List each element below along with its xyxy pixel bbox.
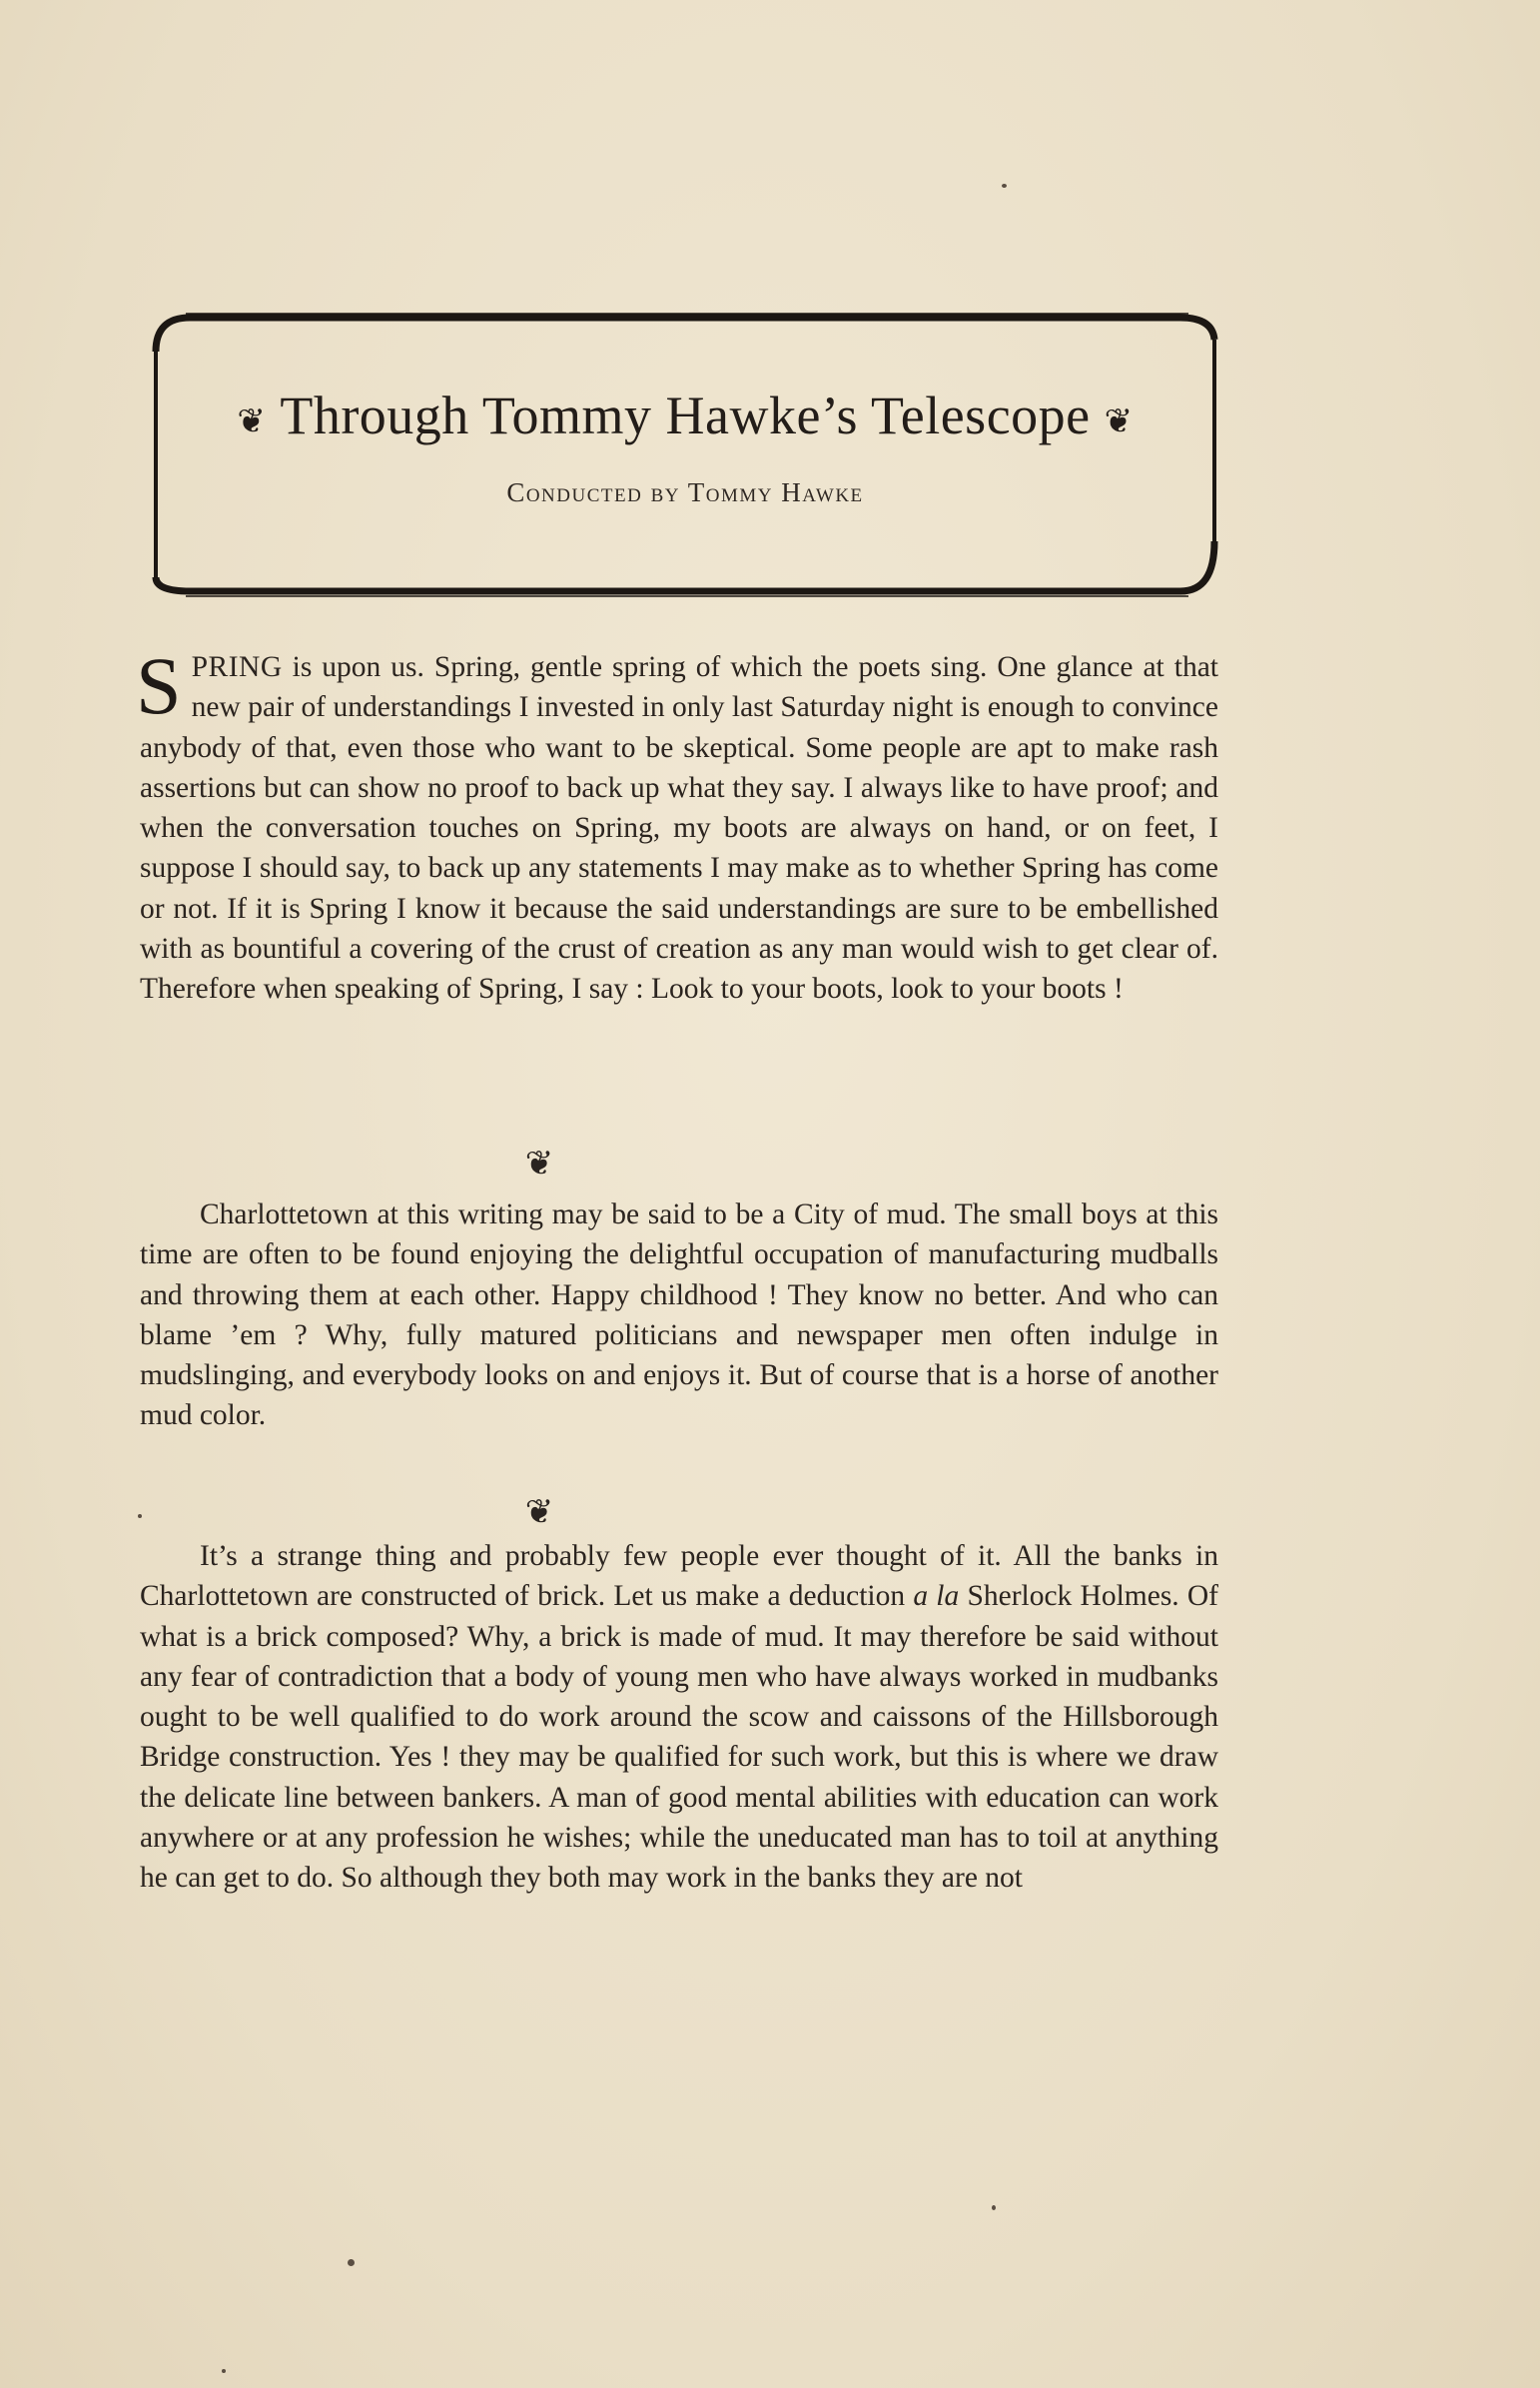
fleuron-icon: ❦ [524,1146,554,1183]
paragraph-spring [136,640,1218,1010]
paper-speck [1002,184,1007,188]
title-frame [150,310,1220,599]
paper-speck [222,2369,226,2373]
paper-speck [138,1514,142,1518]
drop-cap: S [136,640,182,731]
decorative-border [150,310,1220,599]
fleuron-icon: ❦ [237,402,267,440]
paragraph-mud: Charlottetown at this writing may be said to be a City of mud. The small boys at this time are often to be found enjoying the delightful occupation of manufacturing mudballs and throwing them at each other. Happy childhood ! They know no better. And who can blame ’em ? Why, fully matured politicians and newspaper men often indulge in mudslinging, and everybody looks on and enjoys it. But of course that is a horse of another mud color. [140,1198,1218,1432]
lead-word: PRING [191,651,283,683]
paragraph-text: is upon us. Spring, gentle spring of which the poets sing. One glance at that new pair of understandings I invested in only last Saturday night is enough to convince anybody of that, even those who want to be skeptical. Some people are apt to make rash assertions but can show no proof to back up what they say. I always like to have proof; and when the conversation touches on Spring, my boots are always on hand, or on feet, I suppose I should say, to back up any statements I may make as to whether Spring has come or not. If it is Spring I know it because the said understandings are sure to be embellished with as bountiful a covering of the crust of creation as any man would wish to get clear of. Therefore when speaking of Spring, I say : Look to your boots, look to your boots ! [140,651,1218,1006]
paragraph-banks [140,1536,1218,1899]
article-title [150,385,1220,446]
paragraph-text: Sherlock Holmes. Of what is a brick composed? Why, a brick is made of mud. It may therefore be said without any fear of contradiction that a body of young men who have always worked in mudbanks ought to be well qualified to do work around the scow and caissons of the Hillsborough Bridge construction. Yes ! they may be qualified for such work, but this is where we draw the delicate line between bankers. A man of good mental abilities with education can work anywhere or at any profession he wishes; while the uneducated man has to toil at anything he can get to do. So although they both may work in the banks they are not [140,1580,1219,1895]
title-text: Through Tommy Hawke’s Telescope [280,386,1091,445]
italic-phrase: a la [913,1580,960,1613]
paper-speck [348,2259,355,2266]
fleuron-icon: ❦ [524,1494,554,1531]
paper-speck [992,2205,996,2210]
fleuron-icon: ❦ [1104,402,1134,440]
byline: Conducted by Tommy Hawke [506,477,864,507]
paragraph-text: It’s a strange thing and probably few people ever thought of it. All the banks in Charlottetown are constructed of brick. Let us make a deduction [140,1540,1218,1613]
